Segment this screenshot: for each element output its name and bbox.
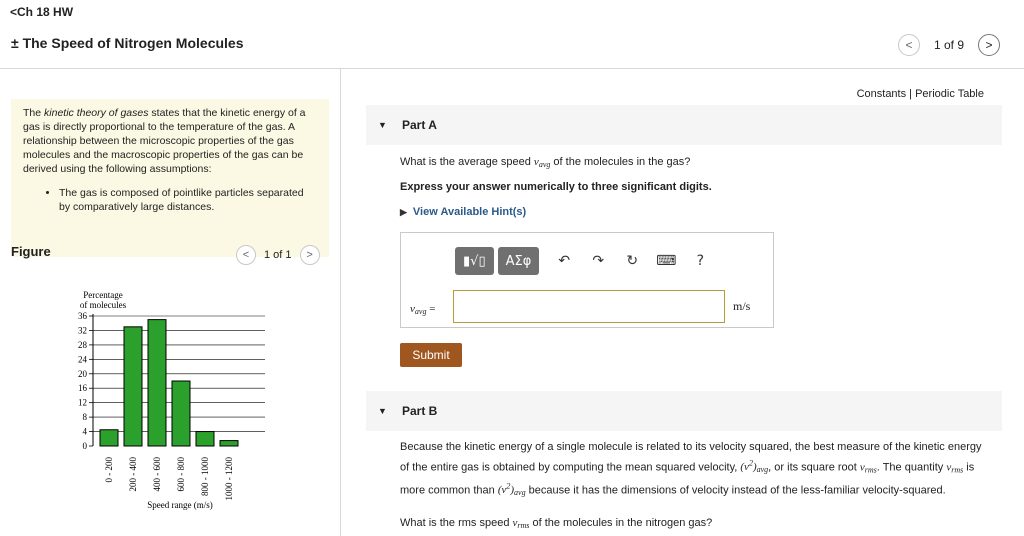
intro-box	[11, 99, 329, 257]
y-tick-label: 8	[82, 412, 87, 423]
figure-label: Figure	[11, 244, 51, 259]
symbols-icon: ΑΣφ	[505, 253, 532, 269]
reset-icon: ↻	[626, 253, 639, 269]
math-toolbar	[455, 247, 715, 275]
y-tick-label: 24	[78, 354, 87, 365]
templates-button[interactable]	[455, 247, 494, 275]
back-link-label: Ch 18 HW	[17, 5, 74, 19]
part-a-header[interactable]	[366, 105, 1002, 145]
v2avg-close-2: )	[510, 484, 515, 497]
v2avg-sub: avg	[756, 465, 769, 475]
chart-x-ticks	[104, 457, 234, 501]
v2avg-expr-2	[497, 481, 526, 498]
chevron-left-icon: <	[10, 5, 18, 19]
keyboard-icon: ⌨	[656, 253, 677, 269]
bar	[196, 432, 214, 446]
chevron-left-icon: <	[905, 38, 913, 52]
v2avg-sub-2: avg	[514, 488, 526, 498]
var-v: v	[533, 156, 539, 168]
answer-equals: =	[426, 303, 436, 315]
part-b-text-5: because it has the dimensions of velocity instead of the less-familiar velocity-squared.	[525, 484, 946, 497]
x-tick-label: 0 - 200	[104, 457, 114, 483]
y-tick-label: 28	[78, 339, 87, 350]
right-panel	[342, 69, 1024, 536]
v2avg-expr	[740, 458, 769, 475]
next-problem-button[interactable]	[978, 34, 1000, 56]
redo-button[interactable]	[583, 247, 613, 275]
view-hints-link[interactable]	[400, 206, 526, 218]
var-sub: avg	[538, 160, 551, 169]
intro-text-start: The	[23, 107, 45, 119]
chart-ylabel-line2: of molecules	[79, 300, 127, 310]
x-tick-label: 400 - 600	[152, 457, 162, 492]
next-figure-button[interactable]	[300, 245, 320, 265]
part-a-question-end: of the molecules in the gas?	[550, 156, 691, 168]
problem-pager	[898, 34, 1000, 56]
y-tick-label: 32	[78, 325, 87, 336]
vrms-sub-2: rms	[951, 465, 964, 475]
periodic-table-link[interactable]: Periodic Table	[915, 88, 984, 100]
bar	[124, 327, 142, 446]
v2avg-base: (v	[740, 461, 749, 474]
problem-pager-text: 1 of 9	[933, 38, 964, 52]
part-b-question-start: What is the rms speed	[400, 517, 513, 529]
redo-icon: ↷	[592, 253, 605, 269]
back-link[interactable]	[10, 5, 73, 19]
constants-link[interactable]: Constants	[856, 88, 907, 100]
vrms-base-3: v	[512, 517, 518, 529]
help-button[interactable]	[685, 247, 715, 275]
part-b-text	[400, 439, 990, 502]
links-separator: |	[909, 88, 913, 100]
answer-box	[400, 232, 774, 328]
prev-figure-button[interactable]	[236, 245, 256, 265]
resource-links	[857, 88, 984, 100]
answer-input[interactable]	[453, 290, 725, 323]
collapse-triangle-icon: ▼	[378, 406, 387, 416]
bar	[148, 320, 166, 446]
templates-icon: ▮√▯	[463, 253, 486, 269]
part-b-text-1: Because the kinetic energy of a single molecule is related to its velocity squared, the best measure of the kinetic energy of the entire gas is obtained by computing the mean squared velocity,	[400, 441, 982, 474]
intro-paragraph	[23, 106, 317, 176]
prev-problem-button[interactable]	[898, 34, 920, 56]
page-title: ± The Speed of Nitrogen Molecules	[11, 35, 244, 51]
undo-button[interactable]	[549, 247, 579, 275]
vrms-sub: rms	[864, 465, 877, 475]
help-icon: ?	[696, 253, 704, 269]
chart-ylabel-line1: Percentage	[83, 290, 123, 300]
y-tick-label: 0	[82, 441, 87, 451]
chevron-right-icon: >	[985, 38, 993, 52]
submit-button[interactable]: Submit	[400, 343, 462, 367]
assumptions-list	[23, 186, 317, 214]
y-tick-label: 36	[78, 311, 87, 321]
part-a-question-start: What is the average speed	[400, 156, 534, 168]
bar	[220, 441, 238, 446]
intro-emphasis: kinetic theory of gases	[44, 107, 149, 119]
y-tick-label: 20	[78, 368, 87, 379]
y-tick-label: 12	[78, 397, 87, 408]
left-panel	[0, 69, 341, 536]
answer-var: v	[410, 303, 415, 315]
caret-right-icon: ▶	[400, 207, 407, 217]
symbols-button[interactable]	[498, 247, 540, 275]
answer-variable-label	[410, 303, 435, 316]
x-tick-label: 800 - 1000	[200, 457, 210, 496]
view-hints-label: View Available Hint(s)	[412, 206, 527, 218]
y-tick-label: 4	[82, 426, 87, 437]
part-b-question	[400, 515, 712, 535]
part-b-text-4: is more common than	[400, 461, 975, 497]
reset-button[interactable]	[617, 247, 647, 275]
vrms-sub-3: rms	[517, 521, 530, 530]
part-a-question	[400, 154, 690, 174]
intro-text-rest: states that the kinetic energy of a gas is directly proportional to the temperature of the gas. A relationship between the microscopic properties of the gas molecules and the macroscopic properties of the gas can be derived using the following assumptions:	[23, 107, 306, 175]
speed-distribution-chart	[55, 289, 275, 519]
part-b-label: Part B	[402, 404, 438, 418]
chevron-left-icon: <	[242, 249, 250, 261]
collapse-triangle-icon: ▼	[378, 120, 387, 130]
figure-pager-text: 1 of 1	[264, 249, 292, 261]
part-a-instruction: Express your answer numerically to three significant digits.	[400, 181, 712, 193]
unit-label: m/s	[733, 299, 751, 313]
vrms-base: v	[859, 461, 865, 474]
v2avg-sup-2: 2	[506, 481, 511, 491]
figure-pager	[236, 245, 320, 265]
x-tick-label: 600 - 800	[176, 457, 186, 492]
x-tick-label: 1000 - 1200	[224, 457, 234, 501]
v2avg-base-2: (v	[497, 484, 507, 497]
vrms-base-2: v	[946, 461, 952, 474]
v2avg-sup: 2	[748, 458, 753, 468]
undo-icon: ↶	[558, 253, 571, 269]
v2avg-close: )	[752, 461, 757, 474]
answer-var-sub: avg	[414, 307, 427, 316]
part-b-header[interactable]	[366, 391, 1002, 431]
chart-y-ticks	[78, 311, 93, 451]
chevron-right-icon: >	[306, 249, 313, 261]
x-tick-label: 200 - 400	[128, 457, 138, 492]
bar	[100, 430, 118, 446]
chart-xlabel: Speed range (m/s)	[147, 500, 213, 510]
part-b-question-end: of the molecules in the nitrogen gas?	[529, 517, 713, 529]
part-b-text-3: . The quantity	[876, 461, 947, 474]
chart-bars	[100, 320, 238, 446]
y-tick-label: 16	[78, 383, 87, 394]
bar	[172, 381, 190, 446]
assumption-item: • The gas is composed of pointlike particles separated by comparatively large distances.	[59, 186, 317, 214]
part-a-label: Part A	[402, 118, 437, 132]
keyboard-button[interactable]	[651, 247, 681, 275]
part-b-text-2: , or its square root	[768, 461, 860, 474]
